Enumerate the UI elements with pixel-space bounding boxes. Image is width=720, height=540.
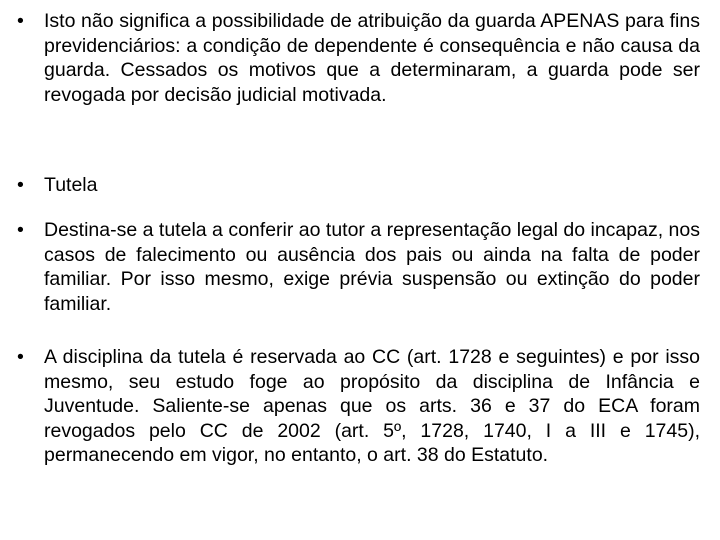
bullet-text: Isto não significa a possibilidade de atribuição da guarda APENAS para fins previdenciários: a condição de dependente é consequência e não causa da guarda. Cessados os motivos que a determinaram, a guarda pode ser revogada por decisão judicial motivada. [44,10,700,106]
bullet-marker: • [17,346,24,368]
bullet-text: A disciplina da tutela é reservada ao CC (art. 1728 e seguintes) e por isso mesmo, seu estudo foge ao propósito da disciplina de Infância e Juventude. Saliente-se apenas que os arts. 36 e 37 do ECA foram revogados pelo CC de 2002 (art. 5º, 1728, 1740, I a III e 1745), permanecendo em vigor, no entanto, o art. 38 do Estatuto. [44,346,700,467]
bullet-marker: • [17,174,24,196]
bullet-tutela-disciplina [17,345,700,468]
bullet-text: Destina-se a tutela a conferir ao tutor a representação legal do incapaz, nos casos de falecimento ou ausência dos pais ou ainda na falta de poder familiar. Por isso mesmo, exige prévia suspensão ou extinção do poder familiar. [44,219,700,315]
bullet-marker: • [17,10,24,32]
bullet-tutela-definicao [17,218,700,316]
bullet-tutela-heading [17,173,700,198]
bullet-guarda-revogacao [17,9,700,107]
bullet-text: Tutela [44,174,98,196]
bullet-marker: • [17,219,24,241]
